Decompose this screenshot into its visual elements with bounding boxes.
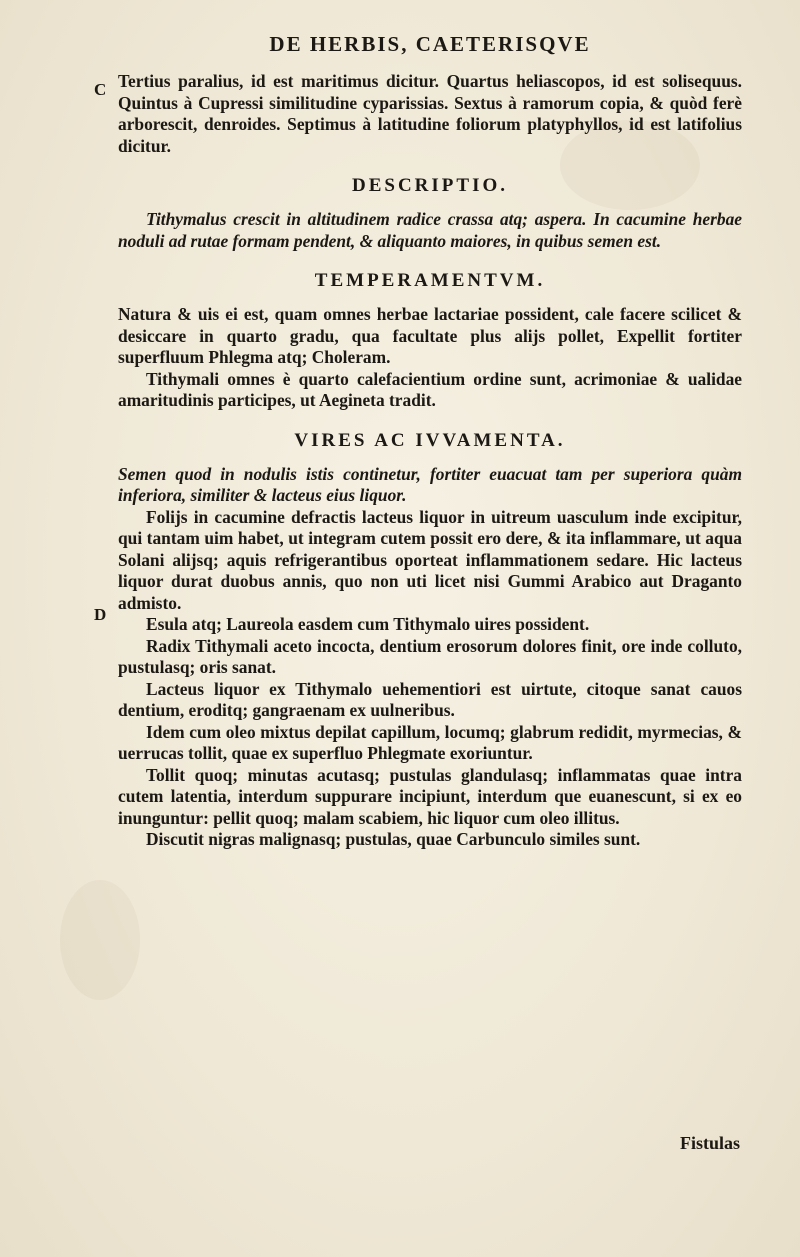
marginal-letter-c: C	[94, 80, 107, 99]
intro-paragraph: Tertius paralius, id est maritimus dicitur. Quartus heliascopos, id est solisequus. Quintus à Cupressi similitudine cyparissias. Sextus à ramorum copia, & quòd ferè arborescit, denroides. Septimus à latitudine foliorum platyphyllos, id est latifolius dicitur.	[118, 71, 742, 156]
catchword: Fistulas	[679, 1133, 740, 1153]
paragraph: Lacteus liquor ex Tithymalo uehementiori est uirtute, citoque sanat cauos dentium, eroditq; gangraenam ex uulneribus.	[118, 678, 742, 720]
paragraph: Tithymalus crescit in altitudinem radice crassa atq; aspera. In cacumine herbae noduli ad rutae formam pendent, & aliquanto maiores, in quibus semen est.	[118, 209, 742, 251]
running-head: DE HERBIS, CAETERISQVE	[269, 32, 591, 56]
marginal-letter-d: D	[94, 605, 107, 624]
section-descriptio	[118, 175, 742, 252]
paragraph: Tithymali omnes è quarto calefacientium ordine sunt, acrimoniae & ualidae amaritudinis participes, ut Aegineta tradit.	[118, 368, 742, 410]
paragraph: Discutit nigras malignasq; pustulas, quae Carbunculo similes sunt.	[146, 829, 641, 849]
paper-stain	[60, 880, 140, 1000]
paragraph: Folijs in cacumine defractis lacteus liquor in uitreum uasculum inde excipitur, qui tantam uim habet, ut integram cutem possit ero dere, & ita inflammare, ut aqua Solani alijsq; aquis refrigerantibus oporteat inflammationem sedare. Hic lacteus liquor durat duobus annis, quo non uti licet nisi Gummi Arabico aut Draganto admisto.	[118, 506, 742, 613]
section-temperamentum	[118, 270, 742, 412]
section-heading: VIRES AC IVVAMENTA.	[294, 429, 566, 451]
paragraph: Radix Tithymali aceto incocta, dentium erosorum dolores finit, ore inde colluto, pustulasq; oris sanat.	[118, 635, 742, 677]
paragraph: Tollit quoq; minutas acutasq; pustulas glandulasq; inflammatas quae intra cutem latentia, interdum suppurare incipiunt, interdum que euanescunt, si ex eo inunguntur: pellit quoq; malam scabiem, hic liquor cum oleo illitus.	[118, 764, 742, 828]
paragraph: Natura & uis ei est, quam omnes herbae lactariae possident, cale facere scilicet & desiccare in quarto gradu, qua facultate plus alijs pollet, Expellit fortiter superfluum Phlegma atq; Choleram.	[118, 304, 742, 367]
paragraph: Esula atq; Laureola easdem cum Tithymalo uires possident.	[146, 614, 590, 634]
text-block	[118, 32, 742, 851]
section-heading: DESCRIPTIO.	[352, 175, 508, 196]
paragraph: Semen quod in nodulis istis continetur, fortiter euacuat tam per superiora quàm inferiora, similiter & lacteus eius liquor.	[118, 463, 742, 505]
section-vires	[118, 430, 742, 851]
paragraph: Idem cum oleo mixtus depilat capillum, locumq; glabrum redidit, myrmecias, & uerrucas tollit, quae ex superfluo Phlegmate exoriuntur.	[118, 721, 742, 763]
section-heading: TEMPERAMENTVM.	[314, 270, 546, 291]
